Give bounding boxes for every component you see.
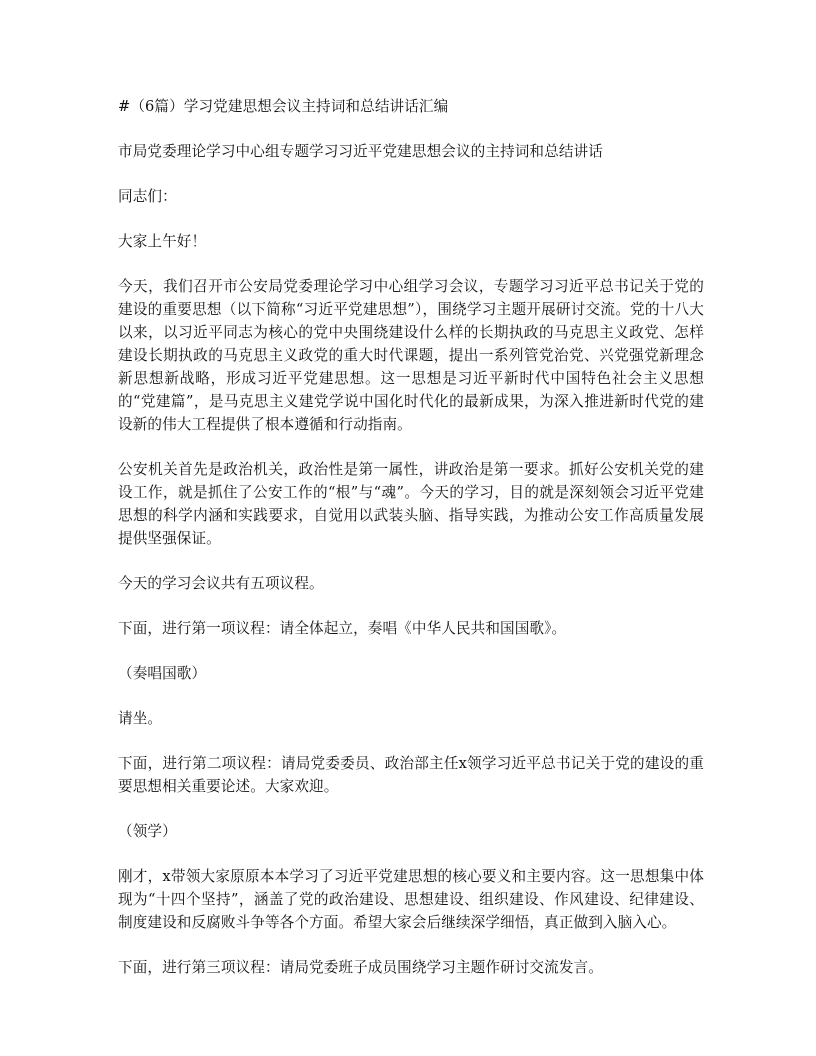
body-paragraph: 刚才，x带领大家原原本本学习了习近平党建思想的核心要义和主要内容。这一思想集中体现为“十四个坚持”，涵盖了党的政治建设、思想建设、组织建设、作风建设、纪律建设、制度建设和反腐败斗争等各个方面。希望大家会后继续深学细悟，真正做到入脑入心。 [118,868,704,931]
salutation-paragraph: 同志们： [118,188,177,205]
greeting-paragraph: 大家上午好！ [118,233,207,250]
body-paragraph: 今天的学习会议共有五项议程。 [118,575,324,592]
body-paragraph: 下面，进行第一项议程：请全体起立，奏唱《中华人民共和国国歌》。 [118,620,567,637]
body-paragraph: （奏唱国歌） [118,665,207,682]
body-paragraph: 今天，我们召开市公安局党委理论学习中心组学习会议，专题学习习近平总书记关于党的建设的重要思想（以下简称“习近平党建思想”），围绕学习主题开展研讨交流。党的十八大以来，以习近平同志为核心的党中央围绕建设什么样的长期执政的马克思主义政党、怎样建设长期执政的马克思主义政党的重大时代课题，提出一系列管党治党、兴党强党新理念新思想新战略，形成习近平党建思想。这一思想是习近平新时代中国特色社会主义思想的“党建篇”，是马克思主义建党学说中国化时代化的最新成果，为深入推进新时代党的建设新的伟大工程提供了根本遵循和行动指南。 [118,278,704,433]
body-paragraph: 下面，进行第二项议程：请局党委委员、政治部主任x领学习近平总书记关于党的建设的重要思想相关重要论述。大家欢迎。 [118,755,704,795]
body-paragraph: （领学） [118,823,177,840]
document-title: #（6篇）学习党建思想会议主持词和总结讲话汇编 [118,98,449,115]
body-paragraph: 下面，进行第三项议程：请局党委班子成员围绕学习主题作研讨交流发言。 [118,959,603,976]
subtitle-paragraph: 市局党委理论学习中心组专题学习习近平党建思想会议的主持词和总结讲话 [118,143,603,160]
document-body [118,95,704,1001]
body-paragraph: 公安机关首先是政治机关，政治性是第一属性，讲政治是第一要求。抓好公安机关党的建设工作，就是抓住了公安工作的“根”与“魂”。今天的学习，目的就是深刻领会习近平党建思想的科学内涵和实践要求，自觉用以武装头脑、指导实践，为推动公安工作高质量发展提供坚强保证。 [118,461,704,547]
body-paragraph: 请坐。 [118,710,163,727]
